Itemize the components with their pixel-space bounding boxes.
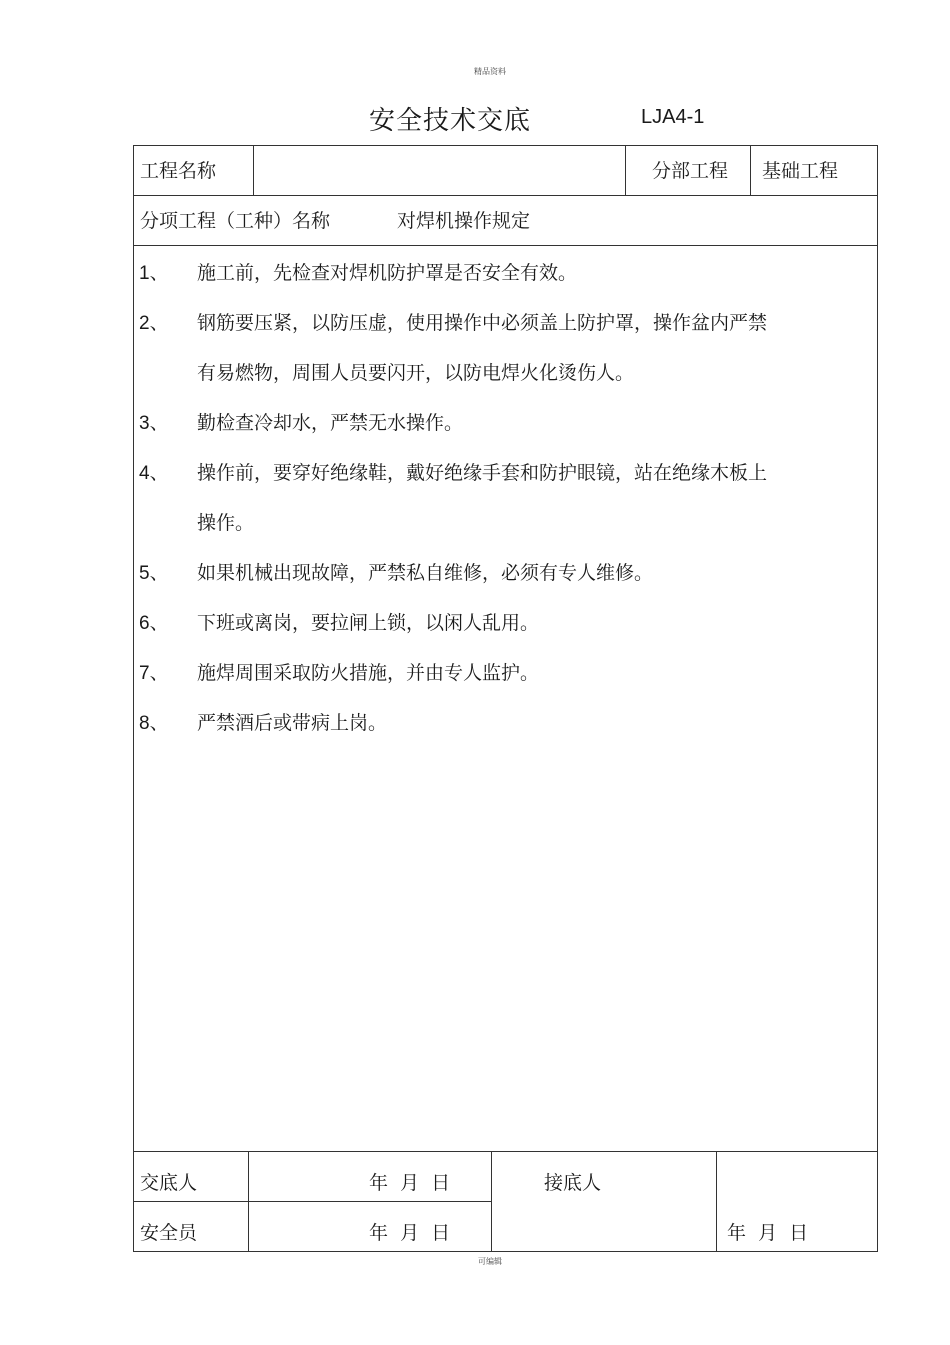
safety-officer-date: 年 月 日	[369, 1222, 451, 1244]
safety-officer-label: 安全员	[140, 1222, 198, 1244]
item-text: 如果机械出现故障，严禁私自维修，必须有专人维修。	[197, 562, 654, 584]
subitem-label: 分项工程（工种）名称	[140, 210, 331, 232]
discloser-label: 交底人	[140, 1172, 198, 1194]
receiver-date: 年 月 日	[727, 1222, 809, 1244]
document-code: LJA4-1	[641, 106, 705, 128]
item-number: 5、	[139, 563, 169, 584]
discloser-date: 年 月 日	[369, 1172, 451, 1194]
item-text: 钢筋要压紧，以防压虚，使用操作中必须盖上防护罩，操作盆内严禁	[197, 312, 768, 334]
item-text: 勤检查冷却水，严禁无水操作。	[197, 412, 464, 434]
item-number: 2、	[139, 313, 169, 334]
item-text: 操作前，要穿好绝缘鞋，戴好绝缘手套和防护眼镜，站在绝缘木板上	[197, 462, 768, 484]
subitem-value: 对焊机操作规定	[397, 210, 531, 232]
project-name-label: 工程名称	[140, 160, 217, 182]
item-number: 1、	[139, 263, 169, 284]
division-label: 分部工程	[652, 160, 729, 182]
item-text: 施焊周围采取防火措施，并由专人监护。	[197, 662, 540, 684]
item-text: 操作。	[197, 512, 255, 534]
header-note: 精品资料	[474, 67, 506, 76]
item-text: 下班或离岗，要拉闸上锁，以闲人乱用。	[197, 612, 540, 634]
item-number: 8、	[139, 713, 169, 734]
receiver-label: 接底人	[544, 1172, 602, 1194]
item-number: 6、	[139, 613, 169, 634]
item-number: 3、	[139, 413, 169, 434]
document-title: 安全技术交底	[369, 106, 532, 136]
item-number: 4、	[139, 463, 169, 484]
item-text: 有易燃物，周围人员要闪开，以防电焊火化烫伤人。	[197, 362, 635, 384]
footer-note: 可编辑	[478, 1257, 502, 1266]
division-value: 基础工程	[762, 160, 839, 182]
item-text: 严禁酒后或带病上岗。	[197, 712, 388, 734]
item-number: 7、	[139, 663, 169, 684]
item-text: 施工前，先检查对焊机防护罩是否安全有效。	[197, 262, 578, 284]
